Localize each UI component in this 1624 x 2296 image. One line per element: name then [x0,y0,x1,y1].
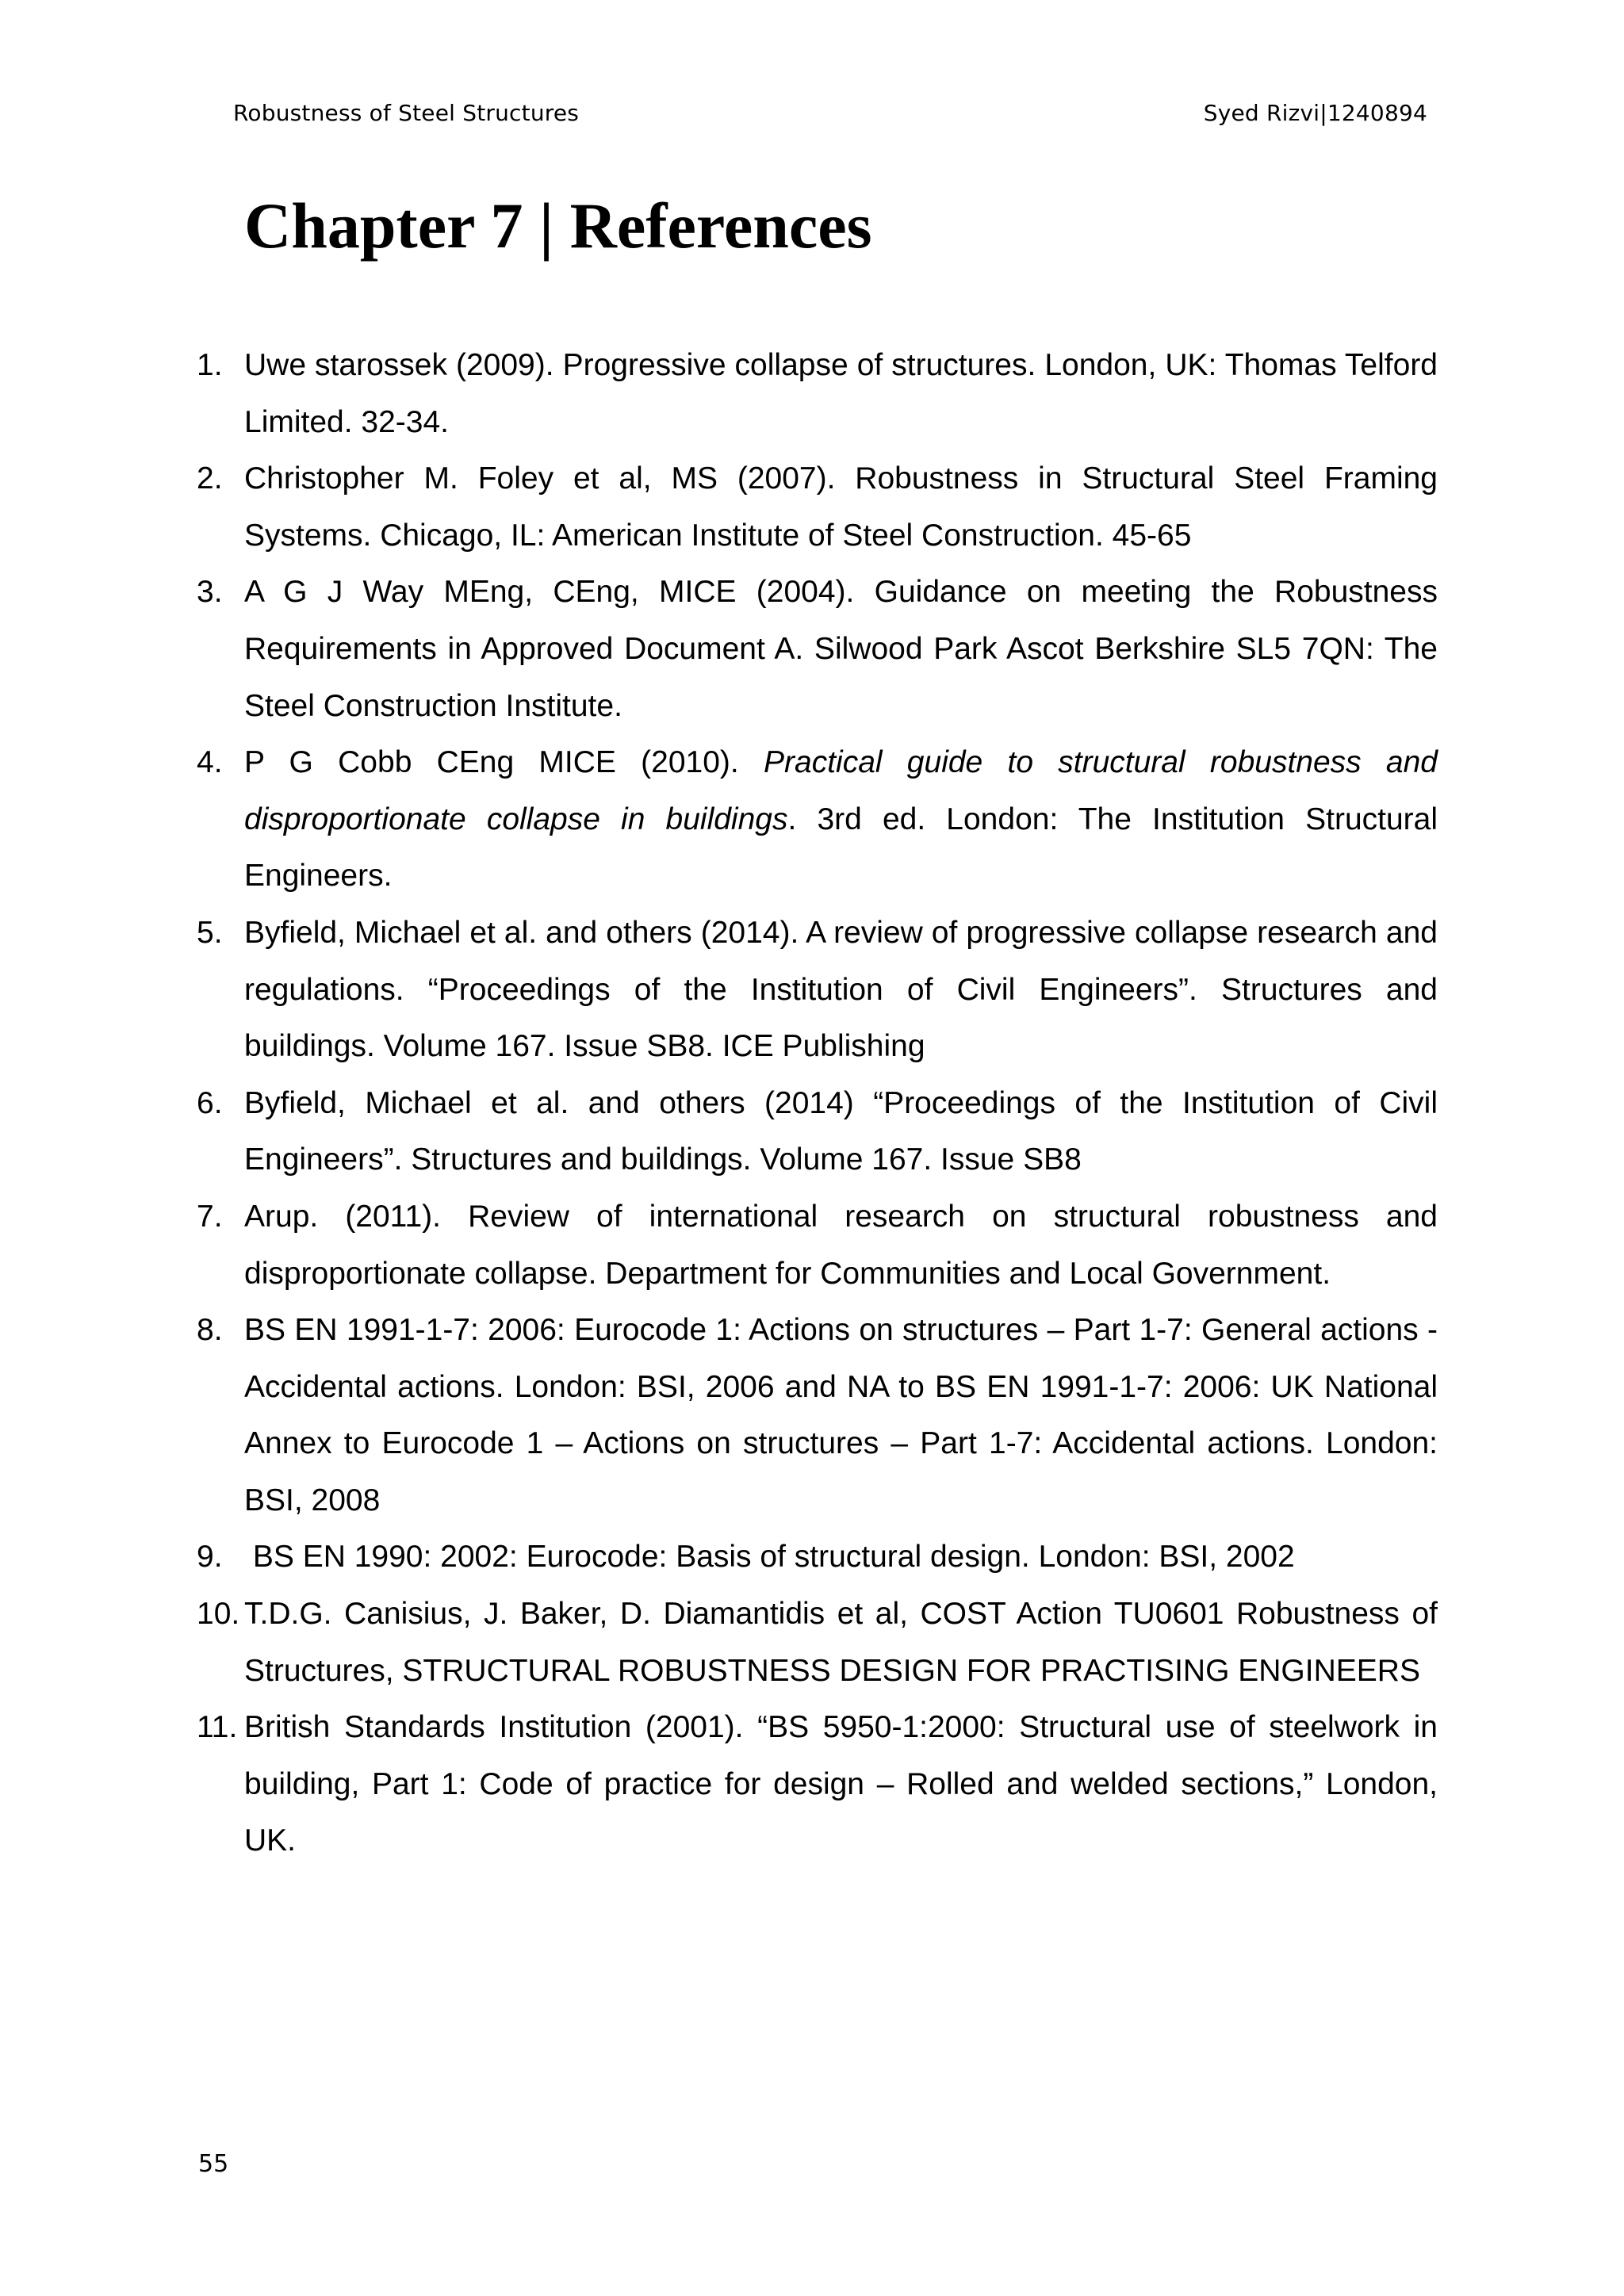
reference-text-main: BS EN 1991-1-7: 2006: Eurocode 1: Actions on structures – Part 1-7: General actions -Accidental actions. London: BSI, 2006 and NA to BS EN 1991-1-7: 2006: UK National Annex to Eurocode 1 – Actions on structures – Part 1-7: Accidental actions. London: BSI, 2008 [244,1313,1438,1517]
reference-text-tail: . 3rd ed. London: The Institution Structural Engineers. [244,802,1438,894]
reference-text-main: Uwe starossek (2009). Progressive collapse of structures. London, UK: Thomas Telford Limited. 32-34. [244,348,1438,439]
reference-item [197,1699,1438,1869]
reference-text-main: Byfield, Michael et al. and others (2014) “Proceedings of the Institution of Civil Engineers”. Structures and buildings. Volume 167. Issue SB8 [244,1085,1438,1177]
reference-item [197,337,1438,450]
reference-item [197,734,1438,905]
chapter-title: Chapter 7 | References [244,189,872,262]
reference-item [197,1529,1438,1586]
running-header-author: Syed Rizvi|1240894 [1203,100,1427,126]
reference-number: 9. [197,1540,223,1575]
reference-number: 3. [197,575,223,610]
reference-text-main: A G J Way MEng, CEng, MICE (2004). Guidance on meeting the Robustness Requirements in Approved Document A. Silwood Park Ascot Berkshire SL5 7QN: The Steel Construction Institute. [244,575,1438,723]
reference-text [244,337,1438,450]
reference-text [244,905,1438,1075]
reference-number: 10. [197,1597,240,1632]
reference-item [197,450,1438,564]
page-number: 55 [198,2150,229,2178]
reference-number: 6. [197,1085,223,1120]
reference-text [244,1302,1438,1529]
reference-text-main: British Standards Institution (2001). “BS 5950-1:2000: Structural use of steelwork in building, Part 1: Code of practice for design – Rolled and welded sections,” London, UK. [244,1710,1438,1858]
reference-number: 7. [197,1199,223,1234]
reference-text [244,734,1438,905]
reference-number: 5. [197,915,223,950]
running-header-title: Robustness of Steel Structures [233,100,580,126]
reference-item [197,905,1438,1075]
reference-number: 8. [197,1313,223,1348]
reference-text [244,1586,1438,1699]
reference-number: 4. [197,745,223,780]
reference-text-main: T.D.G. Canisius, J. Baker, D. Diamantidis et al, COST Action TU0601 Robustness of Structures, STRUCTURAL ROBUSTNESS DESIGN FOR PRACTISING ENGINEERS [244,1597,1438,1688]
reference-text-main: BS EN 1990: 2002: Eurocode: Basis of structural design. London: BSI, 2002 [244,1540,1295,1575]
reference-text [244,1075,1438,1188]
reference-item [197,564,1438,734]
reference-number: 1. [197,348,223,382]
reference-text [244,1529,1438,1586]
reference-text [244,1188,1438,1302]
reference-text [244,564,1438,734]
reference-text-main: Byfield, Michael et al. and others (2014). A review of progressive collapse research and regulations. “Proceedings of the Institution of Civil Engineers”. Structures and buildings. Volume 167. Issue SB8. ICE Publishing [244,915,1438,1064]
reference-title-italic: Practical guide to structural robustness and disproportionate collapse in buildings [244,745,1438,836]
reference-item [197,1586,1438,1699]
reference-number: 11. [197,1710,238,1745]
reference-text [244,1699,1438,1869]
reference-text-main: P G Cobb CEng MICE (2010). [244,745,764,780]
reference-item [197,1075,1438,1188]
reference-item [197,1188,1438,1302]
reference-text-main: Christopher M. Foley et al, MS (2007). Robustness in Structural Steel Framing Systems. Chicago, IL: American Institute of Steel Construction. 45-65 [244,461,1438,553]
reference-item [197,1302,1438,1529]
reference-list [197,337,1438,1869]
reference-text [244,450,1438,564]
reference-text-main: Arup. (2011). Review of international research on structural robustness and disproportionate collapse. Department for Communities and Local Government. [244,1199,1438,1291]
reference-number: 2. [197,461,223,496]
